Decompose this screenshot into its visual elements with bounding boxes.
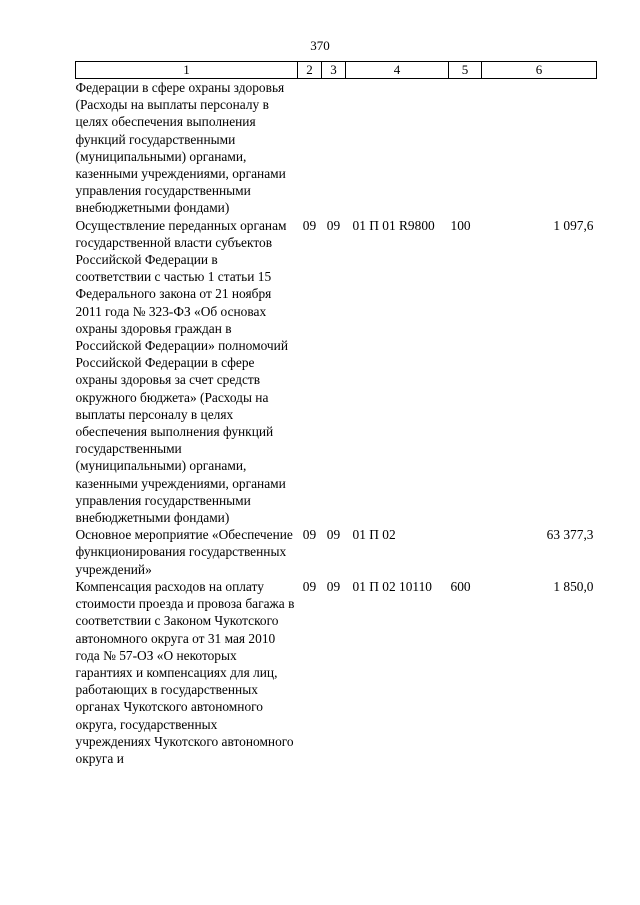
row-section [298,79,322,217]
row-section: 09 [302,527,317,543]
row-amount: 63 377,3 [546,527,594,543]
column-header-6: 6 [482,62,597,79]
row-expense-type: 600 [450,578,471,594]
row-target-article: 01 П 02 10110 [352,578,432,594]
row-subsection: 09 [326,217,341,233]
column-header-5: 5 [449,62,482,79]
table-header [76,62,597,79]
row-subsection: 09 [326,527,341,543]
row-target-article: 01 П 01 R9800 [352,217,435,233]
row-amount [482,79,597,217]
table-row [76,578,597,767]
budget-table [75,61,597,767]
row-expense-type [449,526,482,578]
table-row [76,217,597,527]
page-number: 370 [310,38,330,53]
row-expense-type [449,79,482,217]
row-description: Федерации в сфере охраны здоровья (Расходы на выплаты персоналу в целях обеспечения выполнения функций государственными (муниципальными) органами, казенными учреждениями, органами управления государственными внебюджетными фондами) [75,80,286,216]
row-description: Компенсация расходов на оплату стоимости проезда и провоза багажа в соответствии с Законом Чукотского автономного округа от 31 мая 2010 года № 57-ОЗ «О некоторых гарантиях и компенсациях для лиц, работающих в государственных органах Чукотского автономного округа, государственных учреждениях Чукотского автономного округа и [75,578,295,766]
row-description: Осуществление переданных органам государственной власти субъектов Российской Федерации в соответствии с частью 1 статьи 15 Федерального закона от 21 ноября 2011 года № 323-ФЗ «Об основах охраны здоровья граждан в Российской Федерации» полномочий Российской Федерации в сфере охраны здоровья за счет средств окружного бюджета» (Расходы на выплаты персоналу в целях обеспечения выполнения функций государственными (муниципальными) органами, казенными учреждениями, органами управления государственными внебюджетными фондами) [75,217,288,526]
row-section: 09 [302,217,317,233]
row-section: 09 [302,578,317,594]
row-subsection: 09 [326,578,341,594]
column-header-2: 2 [298,62,322,79]
row-description: Основное мероприятие «Обеспечение функционирования государственных учреждений» [75,527,293,577]
column-header-4: 4 [346,62,449,79]
table-row [76,79,597,217]
row-amount: 1 850,0 [553,578,594,594]
row-subsection [322,79,346,217]
row-target-article [346,79,449,217]
row-target-article: 01 П 02 [352,527,396,543]
row-expense-type: 100 [450,217,471,233]
column-header-3: 3 [322,62,346,79]
column-header-1: 1 [76,62,298,79]
table-row [76,526,597,578]
row-amount: 1 097,6 [553,217,594,233]
